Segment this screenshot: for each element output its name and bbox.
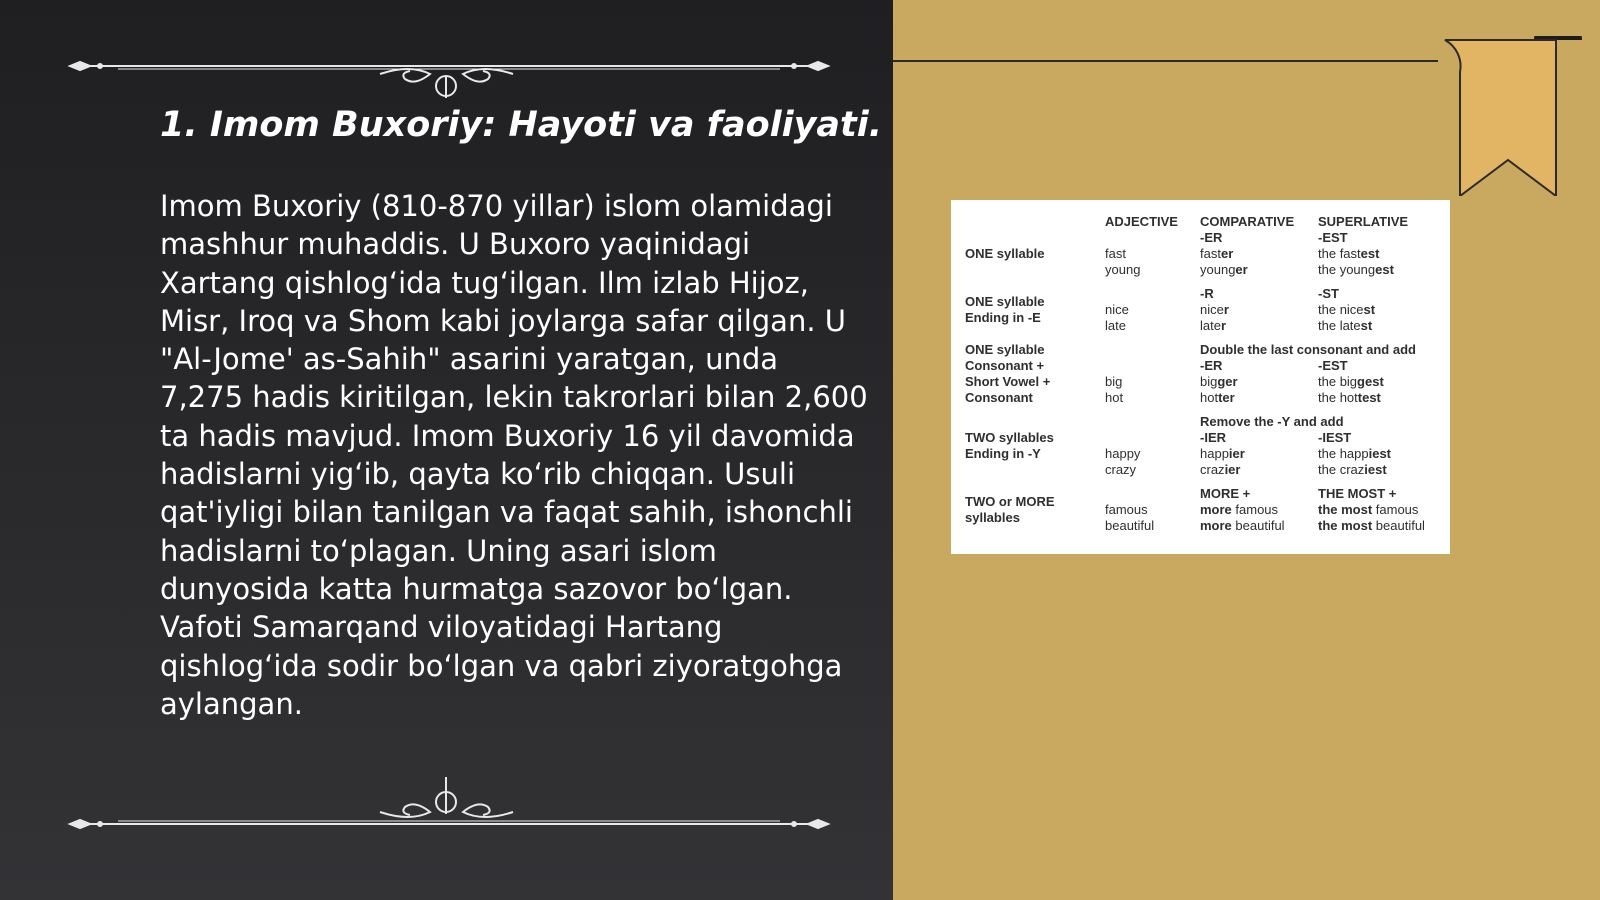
form-ending: est [1360,246,1380,261]
rule-text: Remove the -Y and add [1200,414,1344,429]
grammar-table [965,214,1438,542]
adjective-word: late [1105,318,1126,333]
category-cell [965,414,1105,486]
adjective-cell [1105,342,1200,414]
form-base: nice [1339,302,1364,317]
example-form [1318,262,1438,278]
spacer [1105,414,1200,430]
form-ending: ger [1217,374,1238,389]
category-cell [965,486,1105,542]
form-base: nice [1200,302,1224,317]
form-ending: r [1223,302,1229,317]
example-form [1318,462,1438,478]
form-ending: est [1375,262,1394,277]
form-base: happ [1200,446,1229,461]
table-row [965,286,1438,342]
adjective-word: beautiful [1105,518,1155,533]
adjective-word: hot [1105,390,1124,405]
form-ending: er [1220,246,1234,261]
form-base: fast [1339,246,1361,261]
suffix-label: -ST [1318,286,1339,301]
form-base: big [1200,374,1218,389]
adjective-word: fast [1105,246,1126,261]
form-base: famous [1231,502,1279,517]
bottom-ornament-divider [0,772,893,832]
header-comparative: COMPARATIVE [1200,214,1295,229]
comparative-cell [1200,230,1318,286]
suffix-label: -R [1200,286,1214,301]
suffix-label: -IEST [1318,430,1352,445]
spacer [1105,286,1200,302]
table-row [965,486,1438,542]
form-ending: st [1360,318,1373,333]
form-base: late [1200,318,1221,333]
example-form [1200,518,1318,534]
adjective-word: crazy [1105,462,1137,477]
superlative-cell [1318,286,1438,342]
example-form [1200,374,1318,390]
category-line: Consonant [965,390,1033,405]
form-ending: ier [1228,446,1245,461]
category-line: ONE syllable [965,342,1045,357]
table-row [965,414,1438,486]
adjective-word: nice [1105,302,1129,317]
example-form [1318,246,1438,262]
example-form [1200,246,1318,262]
form-base: hot [1339,390,1358,405]
form-ending: ter [1218,390,1235,405]
example-form [1318,518,1438,534]
rule-text: Double the last consonant and add [1200,342,1416,357]
category-line: ONE syllable [965,294,1045,309]
form-ending: st [1363,302,1376,317]
suffix-label: -ER [1200,230,1223,245]
header-adjective: ADJECTIVE [1105,214,1178,229]
form-prefix: the [1318,462,1340,477]
table-row [965,342,1438,414]
spacer [1105,230,1200,246]
example-form [1318,446,1438,462]
example-form [1318,502,1438,518]
slide-body-text: Imom Buxoriy (810-870 yillar) islom olamidagi mashhur muhaddis. U Buxoro yaqinidagi Xartang qishlog‘ida tug‘ilgan. Ilm izlab Hijoz, Misr, Iroq va Shom kabi joylarga safar qilgan. U "Al-Jome' as-Sahih" asarini yaratgan, unda 7,275 hadis kiritilgan, lekin takrorlari bilan 2,600 ta hadis mavjud. Imom Buxoriy 16 yil davomida hadislarni yig‘ib, qayta ko‘rib chiqqan. Usuli qat'iyligi bilan tanilgan va faqat sahih, ishonchli hadislarni to‘plagan. Uning asari islom dunyosida katta hurmatga sazovor bo‘lgan. Vafoti Samarqand viloyatidagi Hartang qishlog‘ida sodir bo‘lgan va qabri ziyoratgohga aylangan. [160,189,868,721]
spacer [1105,486,1200,502]
form-lead: more [1200,518,1232,533]
spacer [1105,342,1200,358]
form-base: young [1200,262,1236,277]
adjective-word: young [1105,262,1141,277]
comparative-cell [1200,486,1318,542]
example-form [1200,502,1318,518]
category-line: Ending in -Y [965,446,1041,461]
suffix-label: -EST [1318,358,1348,373]
example-form [1200,262,1318,278]
header-blank [965,214,1105,230]
form-base: famous [1372,502,1419,517]
form-ending: r [1220,318,1227,333]
bookmark-ribbon-icon [1430,36,1585,196]
form-prefix: the [1318,446,1340,461]
form-base: late [1339,318,1361,333]
top-ornament-divider [0,38,893,98]
suffix-label: -EST [1318,230,1348,245]
table-row [965,230,1438,286]
example-form [1318,302,1438,318]
form-base: young [1339,262,1376,277]
category-line: Ending in -E [965,310,1041,325]
form-prefix: the [1318,302,1340,317]
horizontal-divider-line [893,60,1438,62]
category-cell [965,286,1105,342]
form-base: craz [1200,462,1225,477]
form-prefix: the [1318,390,1340,405]
table-header-row [965,214,1438,230]
example-form [1318,390,1438,406]
adjective-cell [1105,230,1200,286]
adjective-word: big [1105,374,1123,389]
adjective-comparison-table-image [951,200,1450,554]
adjective-cell [1105,286,1200,342]
adjective-cell [1105,486,1200,542]
suffix-label: MORE + [1200,486,1251,501]
header-superlative: SUPERLATIVE [1318,214,1409,229]
adjective-cell [1105,414,1200,486]
form-base: big [1339,374,1358,389]
category-cell [965,342,1105,414]
spacer [1105,358,1200,374]
example-form [1318,318,1438,334]
superlative-cell [1318,486,1438,542]
form-base: beautiful [1372,518,1425,533]
category-cell [965,230,1105,286]
suffix-label: -IER [1200,430,1226,445]
form-prefix: the [1318,318,1340,333]
adjective-word: famous [1105,502,1148,517]
form-prefix: the [1318,374,1340,389]
slide-title: 1. Imom Buxoriy: Hayoti va faoliyati. [160,105,883,145]
category-line: Consonant + [965,358,1045,373]
form-prefix: the [1318,246,1340,261]
form-ending: gest [1357,374,1384,389]
form-ending: test [1357,390,1381,405]
example-form [1200,318,1318,334]
form-ending: iest [1368,446,1392,461]
form-base: craz [1339,462,1365,477]
form-base: beautiful [1231,518,1285,533]
form-ending: iest [1364,462,1387,477]
category-line: TWO or MORE [965,494,1055,509]
form-base: hot [1200,390,1219,405]
category-line: ONE syllable [965,246,1045,261]
example-form [1200,302,1318,318]
form-lead: the most [1318,502,1373,517]
category-line: syllables [965,510,1020,525]
category-line: TWO syllables [965,430,1054,445]
adjective-word: happy [1105,446,1141,461]
form-ending: ier [1224,462,1241,477]
suffix-label: THE MOST + [1318,486,1397,501]
example-form [1200,446,1318,462]
superlative-cell [1318,230,1438,286]
form-lead: more [1200,502,1232,517]
suffix-label: -ER [1200,358,1223,373]
form-base: happ [1339,446,1369,461]
example-form [1200,390,1318,406]
form-base: fast [1200,246,1221,261]
form-prefix: the [1318,262,1340,277]
form-lead: the most [1318,518,1373,533]
example-form [1200,462,1318,478]
category-line: Short Vowel + [965,374,1051,389]
comparative-cell [1200,286,1318,342]
example-form [1318,374,1438,390]
spacer [1105,430,1200,446]
form-ending: er [1235,262,1248,277]
